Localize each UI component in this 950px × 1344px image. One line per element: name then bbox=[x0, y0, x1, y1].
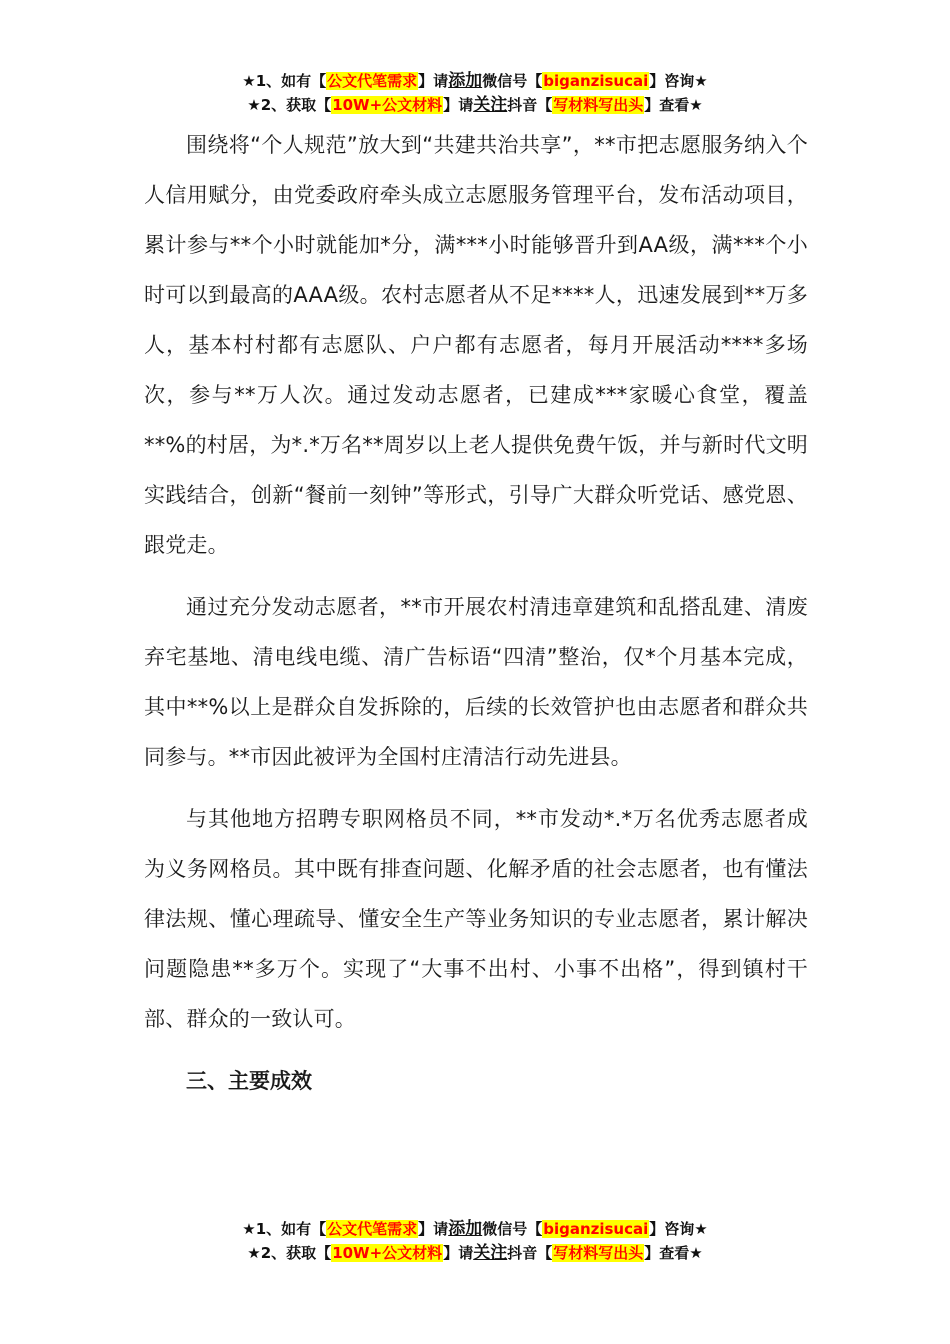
banner-highlight: 写材料写出头 bbox=[553, 1244, 644, 1262]
banner-text: 】查看 bbox=[644, 96, 690, 114]
section-heading: 三、主要成效 bbox=[186, 1069, 312, 1093]
banner-text: 】请 bbox=[443, 96, 474, 114]
banner-highlight: 10W+公文材料 bbox=[332, 96, 443, 114]
banner-text: 1、如有【 bbox=[255, 1220, 327, 1238]
body-paragraph: 通过充分发动志愿者，**市开展农村清违章建筑和乱搭乱建、清废弃宅基地、清电线电缆、清广告标语“四清”整治，仅*个月基本完成，其中**%以上是群众自发拆除的，后续的长效管护也由志愿者和群众共同参与。**市因此被评为全国村庄清洁行动先进县。 bbox=[144, 595, 808, 769]
banner-text: 】咨询 bbox=[649, 1220, 695, 1238]
banner-text: 1、如有【 bbox=[255, 72, 327, 90]
banner-underlined: 关注 bbox=[473, 1243, 508, 1263]
banner-text: 】请 bbox=[418, 72, 449, 90]
footer-banner bbox=[0, 1217, 950, 1265]
header-banner bbox=[0, 69, 950, 117]
banner-line-1 bbox=[0, 1217, 950, 1241]
banner-highlight: 10W+公文材料 bbox=[332, 1244, 443, 1262]
banner-text: 微信号【 bbox=[482, 72, 543, 90]
star-icon: ★ bbox=[242, 1220, 256, 1238]
body-paragraph: 与其他地方招聘专职网格员不同，**市发动*.*万名优秀志愿者成为义务网格员。其中既有排查问题、化解矛盾的社会志愿者，也有懂法律法规、懂心理疏导、懂安全生产等业务知识的专业志愿者，累计解决问题隐患**多万个。实现了“大事不出村、小事不出格”，得到镇村干部、群众的一致认可。 bbox=[144, 807, 808, 1031]
banner-highlight: 写材料写出头 bbox=[553, 96, 644, 114]
banner-highlight: biganzisucai bbox=[543, 1220, 649, 1238]
banner-highlight: biganzisucai bbox=[543, 72, 649, 90]
banner-underlined: 添加 bbox=[448, 71, 483, 91]
star-icon: ★ bbox=[689, 1244, 703, 1262]
star-icon: ★ bbox=[242, 72, 256, 90]
banner-text: 微信号【 bbox=[482, 1220, 543, 1238]
banner-text: 2、获取【 bbox=[260, 96, 332, 114]
star-icon: ★ bbox=[247, 1244, 261, 1262]
banner-text: 】咨询 bbox=[649, 72, 695, 90]
banner-text: 抖音【 bbox=[507, 96, 553, 114]
banner-text: 】查看 bbox=[644, 1244, 690, 1262]
star-icon: ★ bbox=[694, 72, 708, 90]
banner-text: 】请 bbox=[443, 1244, 474, 1262]
star-icon: ★ bbox=[694, 1220, 708, 1238]
banner-highlight: 公文代笔需求 bbox=[327, 1220, 418, 1238]
banner-line-2 bbox=[0, 1241, 950, 1265]
banner-underlined: 添加 bbox=[448, 1219, 483, 1239]
body-paragraph: 围绕将“个人规范”放大到“共建共治共享”，**市把志愿服务纳入个人信用赋分，由党委政府牵头成立志愿服务管理平台，发布活动项目，累计参与**个小时就能加*分，满***小时能够晋升到AA级，满***个小时可以到最高的AAA级。农村志愿者从不足****人，迅速发展到**万多人，基本村村都有志愿队、户户都有志愿者，每月开展活动****多场次，参与**万人次。通过发动志愿者，已建成***家暖心食堂，覆盖**%的村居，为*.*万名**周岁以上老人提供免费午饭，并与新时代文明实践结合，创新“餐前一刻钟”等形式，引导广大群众听党话、感党恩、跟党走。 bbox=[144, 133, 808, 557]
banner-line-1 bbox=[0, 69, 950, 93]
document-body bbox=[144, 120, 808, 1106]
banner-text: 2、获取【 bbox=[260, 1244, 332, 1262]
banner-text: 抖音【 bbox=[507, 1244, 553, 1262]
banner-underlined: 关注 bbox=[473, 95, 508, 115]
star-icon: ★ bbox=[689, 96, 703, 114]
star-icon: ★ bbox=[247, 96, 261, 114]
banner-text: 】请 bbox=[418, 1220, 449, 1238]
banner-line-2 bbox=[0, 93, 950, 117]
banner-highlight: 公文代笔需求 bbox=[327, 72, 418, 90]
